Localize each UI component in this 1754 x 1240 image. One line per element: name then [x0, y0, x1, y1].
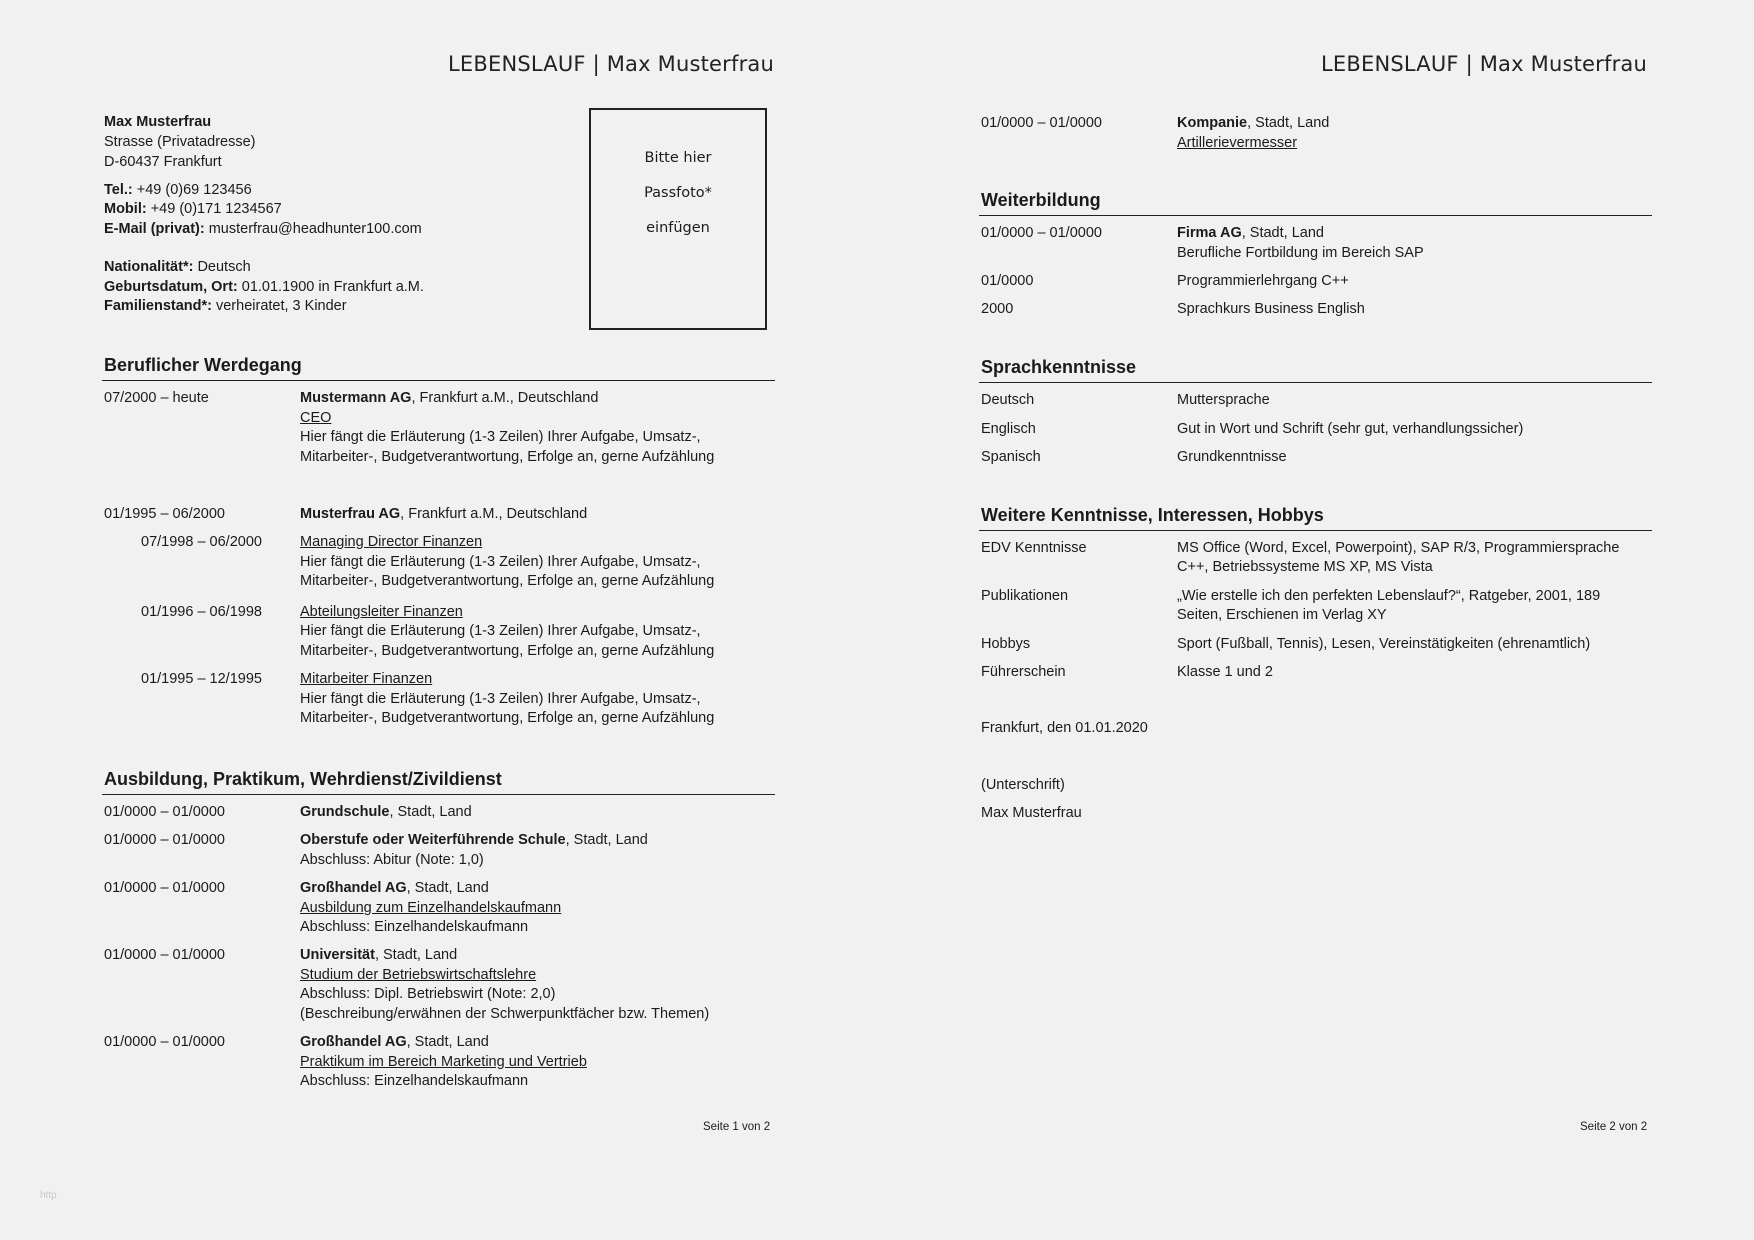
page-footer: Seite 2 von 2 [1580, 1121, 1648, 1133]
photo-text-2: Passfoto* [644, 185, 712, 201]
role-desc: Mitarbeiter-, Budgetverantwortung, Erfolge an, gerne Aufzählung [300, 710, 715, 726]
skill-value: MS Office (Word, Excel, Powerpoint), SAP R/3, Programmiersprache [1177, 540, 1620, 556]
edu-date: 01/0000 – 01/0000 [104, 1034, 225, 1050]
section-rule [979, 382, 1652, 383]
skill-value: Klasse 1 und 2 [1177, 664, 1273, 680]
training-detail: Sprachkurs Business English [1177, 301, 1365, 317]
contact-name: Max Musterfrau [104, 114, 212, 130]
training-date: 01/0000 [981, 273, 1034, 289]
section-title-education: Ausbildung, Praktikum, Wehrdienst/Zivildienst [104, 769, 502, 789]
language-level: Grundkenntnisse [1177, 449, 1287, 465]
skill-label: Publikationen [981, 588, 1069, 604]
role-title: Abteilungsleiter Finanzen [300, 604, 463, 620]
edu-school: Großhandel AG, Stadt, Land [300, 880, 489, 896]
place-date: Frankfurt, den 01.01.2020 [981, 720, 1148, 736]
photo-text-1: Bitte hier [644, 150, 712, 166]
photo-placeholder [589, 108, 767, 330]
contact-nationality: Nationalität*: Deutsch [104, 259, 251, 275]
contact-city: D-60437 Frankfurt [104, 154, 222, 170]
contact-email: E-Mail (privat): musterfrau@headhunter100.com [104, 221, 422, 237]
job-date: 07/2000 – heute [104, 390, 209, 406]
language-name: Spanisch [981, 449, 1041, 465]
contact-family: Familienstand*: verheiratet, 3 Kinder [104, 298, 347, 314]
role-date: 01/1995 – 12/1995 [141, 671, 262, 687]
role-date: 01/1996 – 06/1998 [141, 604, 262, 620]
page-footer: Seite 1 von 2 [703, 1121, 771, 1133]
edu-date: 01/0000 – 01/0000 [104, 832, 225, 848]
photo-text-3: einfügen [646, 220, 710, 236]
section-title-training: Weiterbildung [981, 190, 1101, 210]
edu-detail: Abschluss: Einzelhandelskaufmann [300, 919, 529, 935]
section-rule [102, 794, 775, 795]
military-date: 01/0000 – 01/0000 [981, 115, 1102, 131]
skill-label: Hobbys [981, 636, 1031, 652]
skill-value: Sport (Fußball, Tennis), Lesen, Vereinstätigkeiten (ehrenamtlich) [1177, 636, 1591, 652]
role-title: Managing Director Finanzen [300, 534, 483, 550]
section-rule [979, 215, 1652, 216]
edu-date: 01/0000 – 01/0000 [104, 880, 225, 896]
skill-label: Führerschein [981, 664, 1066, 680]
edu-program: Ausbildung zum Einzelhandelskaufmann [300, 900, 562, 916]
training-date: 01/0000 – 01/0000 [981, 225, 1102, 241]
edu-school: Großhandel AG, Stadt, Land [300, 1034, 489, 1050]
edu-school: Universität, Stadt, Land [300, 947, 458, 963]
language-name: Deutsch [981, 392, 1035, 408]
edu-detail: Abschluss: Einzelhandelskaufmann [300, 1073, 529, 1089]
section-title-other: Weitere Kenntnisse, Interessen, Hobbys [981, 505, 1324, 525]
language-level: Muttersprache [1177, 392, 1270, 408]
role-date: 07/1998 – 06/2000 [141, 534, 262, 550]
job-date: 01/1995 – 06/2000 [104, 506, 225, 522]
military-role: Artillerievermesser [1177, 135, 1298, 151]
role-desc: Hier fängt die Erläuterung (1-3 Zeilen) Ihrer Aufgabe, Umsatz-, [300, 554, 701, 570]
skill-value: „Wie erstelle ich den perfekten Lebenslauf?“, Ratgeber, 2001, 189 [1177, 588, 1601, 604]
contact-tel: Tel.: +49 (0)69 123456 [104, 182, 252, 198]
training-detail: Programmierlehrgang C++ [1177, 273, 1349, 289]
contact-birth: Geburtsdatum, Ort: 01.01.1900 in Frankfurt a.M. [104, 279, 424, 295]
role-desc: Hier fängt die Erläuterung (1-3 Zeilen) Ihrer Aufgabe, Umsatz-, [300, 623, 701, 639]
job-company: Mustermann AG, Frankfurt a.M., Deutschland [300, 390, 599, 406]
section-rule [979, 530, 1652, 531]
section-rule [102, 380, 775, 381]
skill-label: EDV Kenntnisse [981, 540, 1087, 556]
edu-school: Oberstufe oder Weiterführende Schule, Stadt, Land [300, 832, 648, 848]
job-company: Musterfrau AG, Frankfurt a.M., Deutschland [300, 506, 588, 522]
signature-label: (Unterschrift) [981, 777, 1065, 793]
edu-date: 01/0000 – 01/0000 [104, 804, 225, 820]
military-unit: Kompanie, Stadt, Land [1177, 115, 1330, 131]
job-role: CEO [300, 410, 332, 426]
skill-value: C++, Betriebssysteme MS XP, MS Vista [1177, 559, 1433, 575]
skill-value: Seiten, Erschienen im Verlag XY [1177, 607, 1387, 623]
training-detail: Berufliche Fortbildung im Bereich SAP [1177, 245, 1424, 261]
job-desc: Hier fängt die Erläuterung (1-3 Zeilen) Ihrer Aufgabe, Umsatz-, [300, 429, 701, 445]
contact-mobil: Mobil: +49 (0)171 1234567 [104, 201, 282, 217]
training-date: 2000 [981, 301, 1014, 317]
contact-street: Strasse (Privatadresse) [104, 134, 256, 150]
language-level: Gut in Wort und Schrift (sehr gut, verhandlungssicher) [1177, 421, 1524, 437]
edu-program: Praktikum im Bereich Marketing und Vertrieb [300, 1054, 587, 1070]
edu-detail: Abschluss: Dipl. Betriebswirt (Note: 2,0) [300, 986, 556, 1002]
role-desc: Mitarbeiter-, Budgetverantwortung, Erfolge an, gerne Aufzählung [300, 573, 715, 589]
edu-detail: Abschluss: Abitur (Note: 1,0) [300, 852, 484, 868]
page-header: LEBENSLAUF | Max Musterfrau [1321, 52, 1647, 76]
job-desc: Mitarbeiter-, Budgetverantwortung, Erfolge an, gerne Aufzählung [300, 449, 715, 465]
training-provider: Firma AG, Stadt, Land [1177, 225, 1324, 241]
page-header: LEBENSLAUF | Max Musterfrau [448, 52, 774, 76]
role-title: Mitarbeiter Finanzen [300, 671, 433, 687]
edu-detail: (Beschreibung/erwähnen der Schwerpunktfächer bzw. Themen) [300, 1006, 710, 1022]
watermark: http [40, 1190, 57, 1201]
edu-program: Studium der Betriebswirtschaftslehre [300, 967, 537, 983]
section-title-languages: Sprachkenntnisse [981, 357, 1137, 377]
page-2 [877, 0, 1754, 1240]
edu-date: 01/0000 – 01/0000 [104, 947, 225, 963]
edu-school: Grundschule, Stadt, Land [300, 804, 472, 820]
section-title-career: Beruflicher Werdegang [104, 355, 302, 375]
signature-name: Max Musterfrau [981, 805, 1082, 821]
role-desc: Mitarbeiter-, Budgetverantwortung, Erfolge an, gerne Aufzählung [300, 643, 715, 659]
role-desc: Hier fängt die Erläuterung (1-3 Zeilen) Ihrer Aufgabe, Umsatz-, [300, 691, 701, 707]
language-name: Englisch [981, 421, 1036, 437]
